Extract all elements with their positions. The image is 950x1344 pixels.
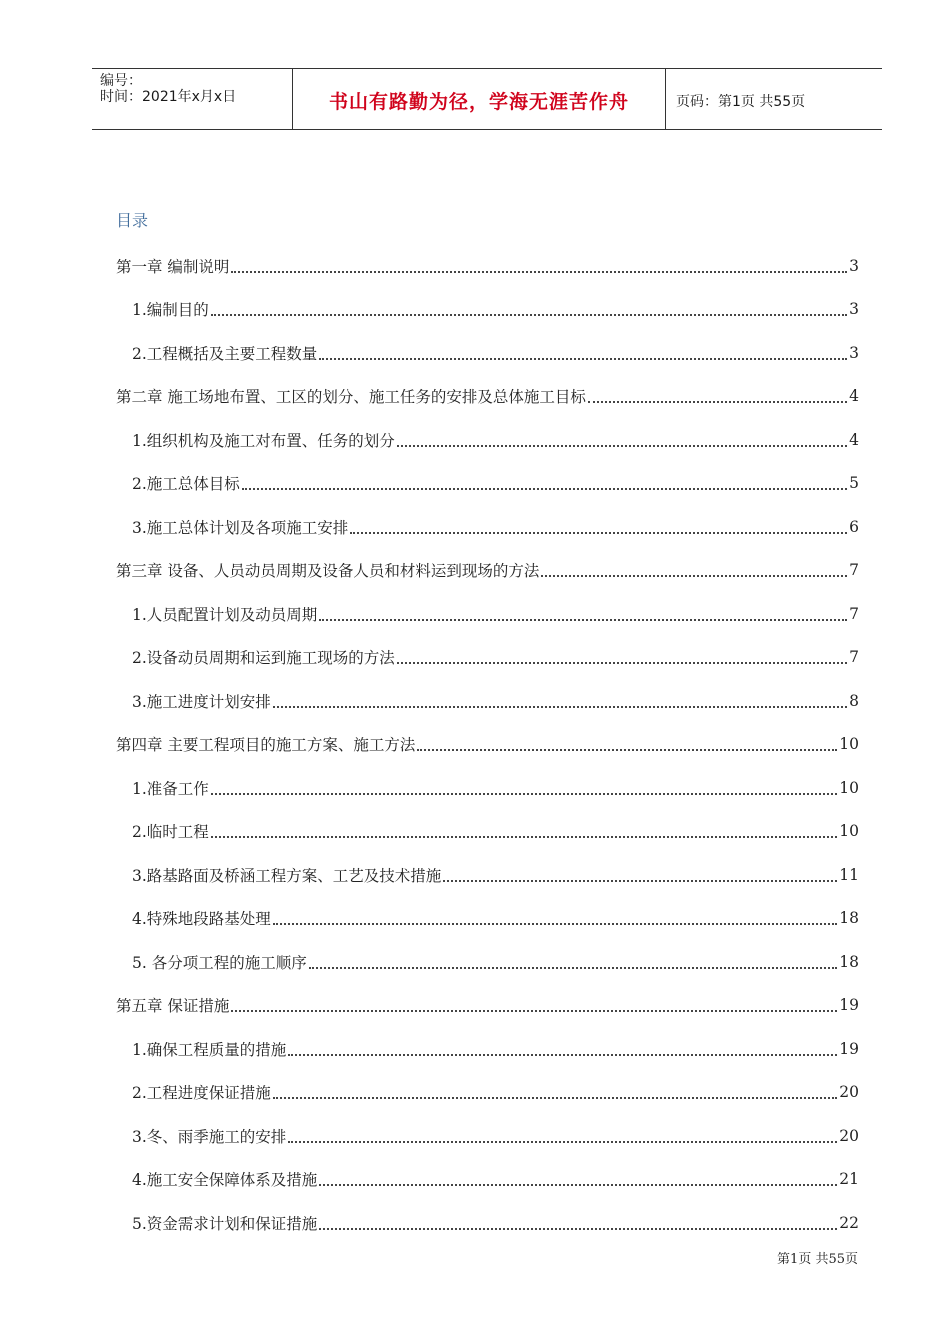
toc-section-entry[interactable] [116, 810, 859, 854]
toc-dot-leader [242, 488, 847, 490]
toc-chapter-entry[interactable] [116, 375, 859, 419]
number-label: 编号： [100, 73, 142, 89]
toc-section-entry[interactable] [116, 940, 859, 984]
toc-entry-title: 4.特殊地段路基处理 [132, 910, 271, 929]
toc-section-entry[interactable] [116, 462, 859, 506]
toc-entry-title: 3.路基路面及桥涵工程方案、工艺及技术措施 [132, 866, 442, 885]
page-header [92, 68, 882, 130]
toc-dot-leader [350, 532, 847, 534]
toc-entry-title: 第四章 主要工程项目的施工方案、施工方法 [116, 736, 416, 755]
toc-entry-title: 5.资金需求计划和保证措施 [132, 1214, 318, 1233]
toc-page-number: 20 [839, 1083, 859, 1102]
toc-page-number: 5 [849, 474, 859, 493]
toc-section-entry[interactable] [116, 1158, 859, 1202]
toc-page-number: 6 [849, 517, 859, 536]
toc-section-entry[interactable] [116, 679, 859, 723]
page-footer: 第1页 共55页 [777, 1252, 858, 1267]
toc-entry-title: 1.编制目的 [132, 301, 209, 320]
toc-entry-title: 3.施工进度计划安排 [132, 692, 271, 711]
header-info-cell [92, 69, 293, 129]
toc-page-number: 10 [839, 735, 859, 754]
toc-page-number: 18 [839, 909, 859, 928]
toc-dot-leader [273, 1097, 837, 1099]
toc-page-number: 11 [839, 865, 859, 884]
toc-entry-title: 第二章 施工场地布置、工区的划分、施工任务的安排及总体施工目标 [116, 388, 586, 407]
toc-dot-leader [288, 1141, 837, 1143]
toc-section-entry[interactable] [116, 636, 859, 680]
toc-dot-leader [319, 358, 847, 360]
toc-chapter-entry[interactable] [116, 549, 859, 593]
toc-chapter-entry[interactable] [116, 984, 859, 1028]
toc-page-number: 10 [839, 778, 859, 797]
header-motto: 书山有路勤为径，学海无涯苦作舟 [328, 91, 629, 113]
toc-page-number: 3 [849, 300, 859, 319]
toc-page-number: 18 [839, 952, 859, 971]
toc-section-entry[interactable] [116, 897, 859, 941]
toc-chapter-entry[interactable] [116, 723, 859, 767]
time-label: 时间：2021年x月x日 [100, 89, 237, 105]
toc-section-entry[interactable] [116, 1201, 859, 1245]
toc-entry-title: 3.冬、雨季施工的安排 [132, 1127, 287, 1146]
toc-entry-title: 4.施工安全保障体系及措施 [132, 1171, 318, 1190]
toc-section-entry[interactable] [116, 288, 859, 332]
toc-entry-title: 1.准备工作 [132, 779, 209, 798]
toc-page-number: 3 [849, 256, 859, 275]
toc-section-entry[interactable] [116, 1114, 859, 1158]
toc-page-number: 19 [839, 996, 859, 1015]
toc-page-number: 3 [849, 343, 859, 362]
toc-entry-title: 2.工程进度保证措施 [132, 1084, 271, 1103]
toc-dot-leader [397, 662, 847, 664]
toc-page-number: 7 [849, 561, 859, 580]
toc-page-number: 21 [839, 1170, 859, 1189]
toc-dot-leader [231, 271, 847, 273]
toc-page-number: 4 [849, 387, 859, 406]
toc-section-entry[interactable] [116, 1071, 859, 1115]
toc-page-number: 20 [839, 1126, 859, 1145]
toc-section-entry[interactable] [116, 766, 859, 810]
header-page-cell [666, 69, 882, 129]
toc-dot-leader [417, 749, 837, 751]
toc-dot-leader [319, 1228, 837, 1230]
toc-dot-leader [443, 880, 837, 882]
toc-entry-title: 2.施工总体目标 [132, 475, 240, 494]
toc-dot-leader [541, 575, 847, 577]
toc-dot-leader [211, 836, 837, 838]
toc-page-number: 7 [849, 604, 859, 623]
toc-dot-leader [211, 793, 837, 795]
toc-title: 目录 [116, 211, 149, 230]
toc-entry-title: 1.组织机构及施工对布置、任务的划分 [132, 431, 395, 450]
toc-entry-title: 2.工程概括及主要工程数量 [132, 344, 318, 363]
toc-entry-title: 2.临时工程 [132, 823, 209, 842]
toc-section-entry[interactable] [116, 592, 859, 636]
toc-dot-leader [319, 1184, 837, 1186]
toc-entry-title: 第三章 设备、人员动员周期及设备人员和材料运到现场的方法 [116, 562, 540, 581]
toc-page-number: 19 [839, 1039, 859, 1058]
toc-section-entry[interactable] [116, 331, 859, 375]
table-of-contents [116, 244, 859, 1245]
toc-entry-title: 3.施工总体计划及各项施工安排 [132, 518, 349, 537]
toc-page-number: 8 [849, 691, 859, 710]
toc-dot-leader [211, 314, 847, 316]
toc-dot-leader [231, 1010, 837, 1012]
toc-entry-title: 1.确保工程质量的措施 [132, 1040, 287, 1059]
toc-chapter-entry[interactable] [116, 244, 859, 288]
toc-entry-title: 1.人员配置计划及动员周期 [132, 605, 318, 624]
toc-dot-leader [397, 445, 847, 447]
toc-dot-leader [273, 706, 847, 708]
toc-dot-leader [309, 967, 838, 969]
toc-dot-leader [288, 1054, 837, 1056]
toc-page-number: 7 [849, 648, 859, 667]
toc-entry-title: 5. 各分项工程的施工顺序 [132, 953, 307, 972]
toc-section-entry[interactable] [116, 853, 859, 897]
header-motto-cell [293, 69, 666, 129]
toc-section-entry[interactable] [116, 418, 859, 462]
header-page-info: 页码：第1页 共55页 [676, 94, 806, 110]
toc-section-entry[interactable] [116, 505, 859, 549]
toc-entry-title: 2.设备动员周期和运到施工现场的方法 [132, 649, 395, 668]
toc-page-number: 22 [839, 1213, 859, 1232]
toc-section-entry[interactable] [116, 1027, 859, 1071]
toc-page-number: 10 [839, 822, 859, 841]
toc-dot-leader [273, 923, 837, 925]
toc-dot-leader [588, 401, 847, 403]
toc-dot-leader [319, 619, 847, 621]
toc-entry-title: 第一章 编制说明 [116, 257, 230, 276]
toc-entry-title: 第五章 保证措施 [116, 997, 230, 1016]
toc-page-number: 4 [849, 430, 859, 449]
